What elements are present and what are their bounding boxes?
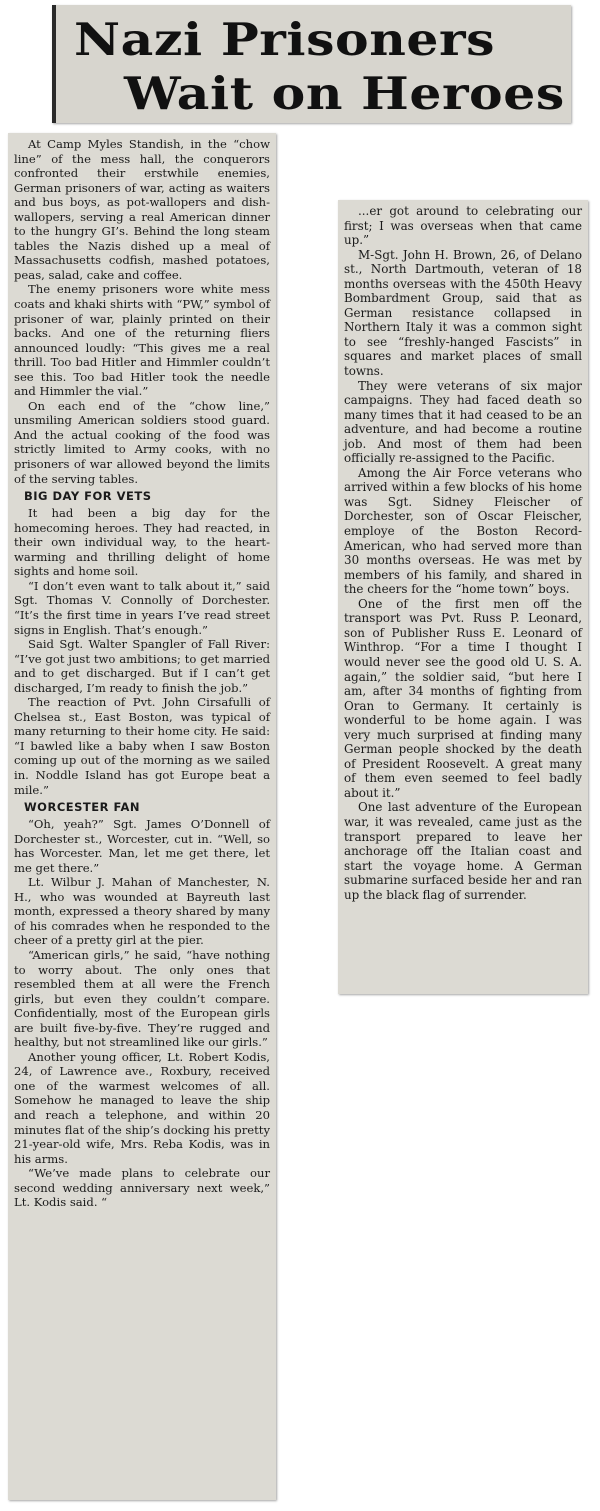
paragraph: “American girls,” he said, “have nothing to worry about. The only ones that resembled them at all were the French girls, but even they couldn’t compare. Confidentially, most of the European girls are built five-by-five. They’re rugged and healthy, but not streamlined like our girls.” xyxy=(14,947,270,1050)
paragraph: Said Sgt. Walter Spangler of Fall River: “I’ve got just two ambitions; to get married and to get discharged. But if I can’t get discharged, I’m ready to finish the job.” xyxy=(14,637,270,695)
paragraph: One of the first men off the transport was Pvt. Russ P. Leonard, son of Publisher Russ E. Leonard of Winthrop. “For a time I thought I would never see the good old U. S. A. again,” the soldier said, “but here I am, after 34 months of fighting from Oran to Germany. It certainly is wonderful to be home again. I was very much surprised at finding many German people shocked by the death of President Roosevelt. A great many of them even seemed to feel badly about it.” xyxy=(344,596,582,800)
paragraph: At Camp Myles Standish, in the “chow line” of the mess hall, the conquerors confronted their erstwhile enemies, German prisoners of war, acting as waiters and bus boys, as pot-wallopers and dish-wallopers, serving a real American dinner to the hungry GI’s. Behind the long steam tables the Nazis dished up a meal of Massachusetts codfish, mashed potatoes, peas, salad, cake and coffee. xyxy=(14,137,270,282)
article-column-2 xyxy=(338,200,588,994)
paragraph: One last adventure of the European war, it was revealed, came just as the transport prepared to leave her anchorage off the Italian coast and start the voyage home. A German submarine surfaced beside her and ran up the black flag of surrender. xyxy=(344,800,582,902)
subheading: WORCESTER FAN xyxy=(24,800,141,815)
paragraph: They were veterans of six major campaigns. They had faced death so many times that it had ceased to be an adventure, and had become a routine job. And most of them had been officially re-assigned to the Pacific. xyxy=(344,378,582,466)
article-column-1 xyxy=(8,133,276,1500)
paragraph: On each end of the “chow line,” unsmiling American soldiers stood guard. And the actual cooking of the food was strictly limited to Army cooks, with no prisoners of war allowed beyond the limits of the serving tables. xyxy=(14,398,270,486)
paragraph: ...er got around to celebrating our first; I was overseas when that came up.” xyxy=(344,204,582,248)
paragraph: The enemy prisoners wore white mess coats and khaki shirts with “PW,” symbol of prisoner of war, plainly printed on their backs. And one of the returning fliers announced loudly: “This gives me a real thrill. Too bad Hitler and Himmler couldn’t see this. Too bad Hitler took the needle and Himmler the vial.” xyxy=(14,282,270,399)
headline-clipping xyxy=(52,5,571,123)
subheading: BIG DAY FOR VETS xyxy=(24,489,152,504)
headline-line-1: Nazi Prisoners xyxy=(74,13,496,66)
paragraph: “Oh, yeah?” Sgt. James O’Donnell of Dorchester st., Worcester, cut in. “Well, so has Worcester. Man, let me get there, let me get there.” xyxy=(14,817,270,875)
paragraph: It had been a big day for the homecoming heroes. They had reacted, in their own individual way, to the heart-warming and thrilling delight of home sights and home soil. xyxy=(14,506,270,579)
paragraph: The reaction of Pvt. John Cirsafulli of Chelsea st., East Boston, was typical of many returning to their home city. He said: “I bawled like a baby when I saw Boston coming up out of the morning as we sailed in. Noddle Island has got Europe beat a mile.” xyxy=(14,695,270,797)
paragraph: Another young officer, Lt. Robert Kodis, 24, of Lawrence ave., Roxbury, received one of the warmest welcomes of all. Somehow he managed to leave the ship and reach a telephone, and within 20 minutes flat of the ship’s docking his pretty 21-year-old wife, Mrs. Reba Kodis, was in his arms. xyxy=(14,1049,270,1166)
paragraph: “We’ve made plans to celebrate our second wedding anniversary next week,” Lt. Kodis said. “ xyxy=(14,1166,270,1210)
paragraph: Among the Air Force veterans who arrived within a few blocks of his home was Sgt. Sidney Fleischer of Dorchester, son of Oscar Fleischer, employe of the Boston Record-American, who had served more than 30 months overseas. He was met by members of his family, and shared in the cheers for the “home town” boys. xyxy=(344,465,582,597)
paragraph: M-Sgt. John H. Brown, 26, of Delano st., North Dartmouth, veteran of 18 months overseas with the 450th Heavy Bombardment Group, said that as German resistance collapsed in Northern Italy it was a common sight to see “freshly-hanged Fascists” in squares and market places of small towns. xyxy=(344,247,582,379)
headline-line-2: Wait on Heroes xyxy=(124,67,565,120)
paragraph: “I don’t even want to talk about it,” said Sgt. Thomas V. Connolly of Dorchester. “It’s the first time in years I’ve read street signs in English. That’s enough.” xyxy=(14,578,270,637)
paragraph: Lt. Wilbur J. Mahan of Manchester, N. H., who was wounded at Bayreuth last month, expressed a theory shared by many of his comrades when he responded to the cheer of a pretty girl at the pier. xyxy=(14,875,270,948)
